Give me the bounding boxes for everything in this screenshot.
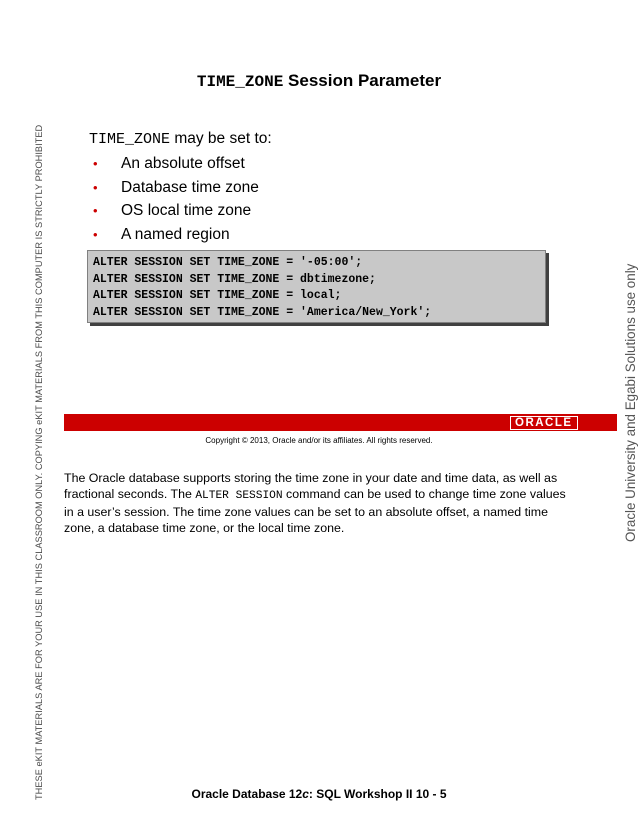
notes-code: ALTER SESSION [195, 490, 283, 502]
usage-watermark-right: Oracle University and Egabi Solutions use only [623, 263, 638, 542]
bullet-text: OS local time zone [121, 202, 252, 219]
list-item [89, 152, 259, 176]
footer-italic: c [302, 787, 309, 801]
code-line: ALTER SESSION SET TIME_ZONE = local; [93, 289, 342, 302]
bullet-icon: • [93, 179, 98, 195]
intro-text: may be set to: [170, 130, 272, 147]
bullet-icon: • [93, 156, 98, 171]
title-code: TIME_ZONE [196, 73, 284, 91]
code-example-box [87, 250, 546, 323]
title-text: Session Parameter [283, 71, 442, 90]
bullet-text: An absolute offset [121, 155, 245, 172]
bullet-icon: • [93, 203, 98, 218]
code-line: ALTER SESSION SET TIME_ZONE = 'America/New_York'; [93, 305, 432, 319]
footer-suffix: : SQL Workshop II 10 - 5 [308, 787, 447, 801]
intro-line [89, 130, 272, 148]
list-item [89, 199, 259, 223]
list-item [89, 176, 259, 200]
intro-code: TIME_ZONE [89, 131, 171, 148]
code-line: ALTER SESSION SET TIME_ZONE = '-05:00'; [93, 256, 363, 269]
slide-title [0, 71, 638, 91]
copyright-watermark-left: THESE eKIT MATERIALS ARE FOR YOUR USE IN THIS CLASSROOM ONLY. COPYING eKIT MATERIALS FROM THIS COMPUTER IS STRICTLY PROHIBITED [34, 124, 44, 800]
code-line: ALTER SESSION SET TIME_ZONE = dbtimezone; [93, 272, 376, 286]
bullet-list [89, 152, 259, 246]
list-item [89, 223, 259, 247]
bullet-text: Database time zone [121, 178, 259, 196]
bullet-icon: • [93, 226, 98, 242]
page-footer [0, 787, 638, 801]
copyright-notice: Copyright © 2013, Oracle and/or its affiliates. All rights reserved. [205, 436, 433, 445]
notes-text-2: command can be used to change time zone values in a user’s session. The time zone values can be set to an absolute offset, a named time zone, a database time zone, or the local time zone. [64, 487, 566, 535]
bullet-text: A named region [121, 225, 230, 243]
footer-prefix: Oracle Database 12 [191, 787, 303, 801]
notes-text-1: The Oracle database supports storing the time zone in your date and time data, as well as fractional seconds. The [64, 471, 558, 501]
notes-paragraph [64, 470, 570, 536]
oracle-logo: ORACLE [510, 416, 578, 430]
